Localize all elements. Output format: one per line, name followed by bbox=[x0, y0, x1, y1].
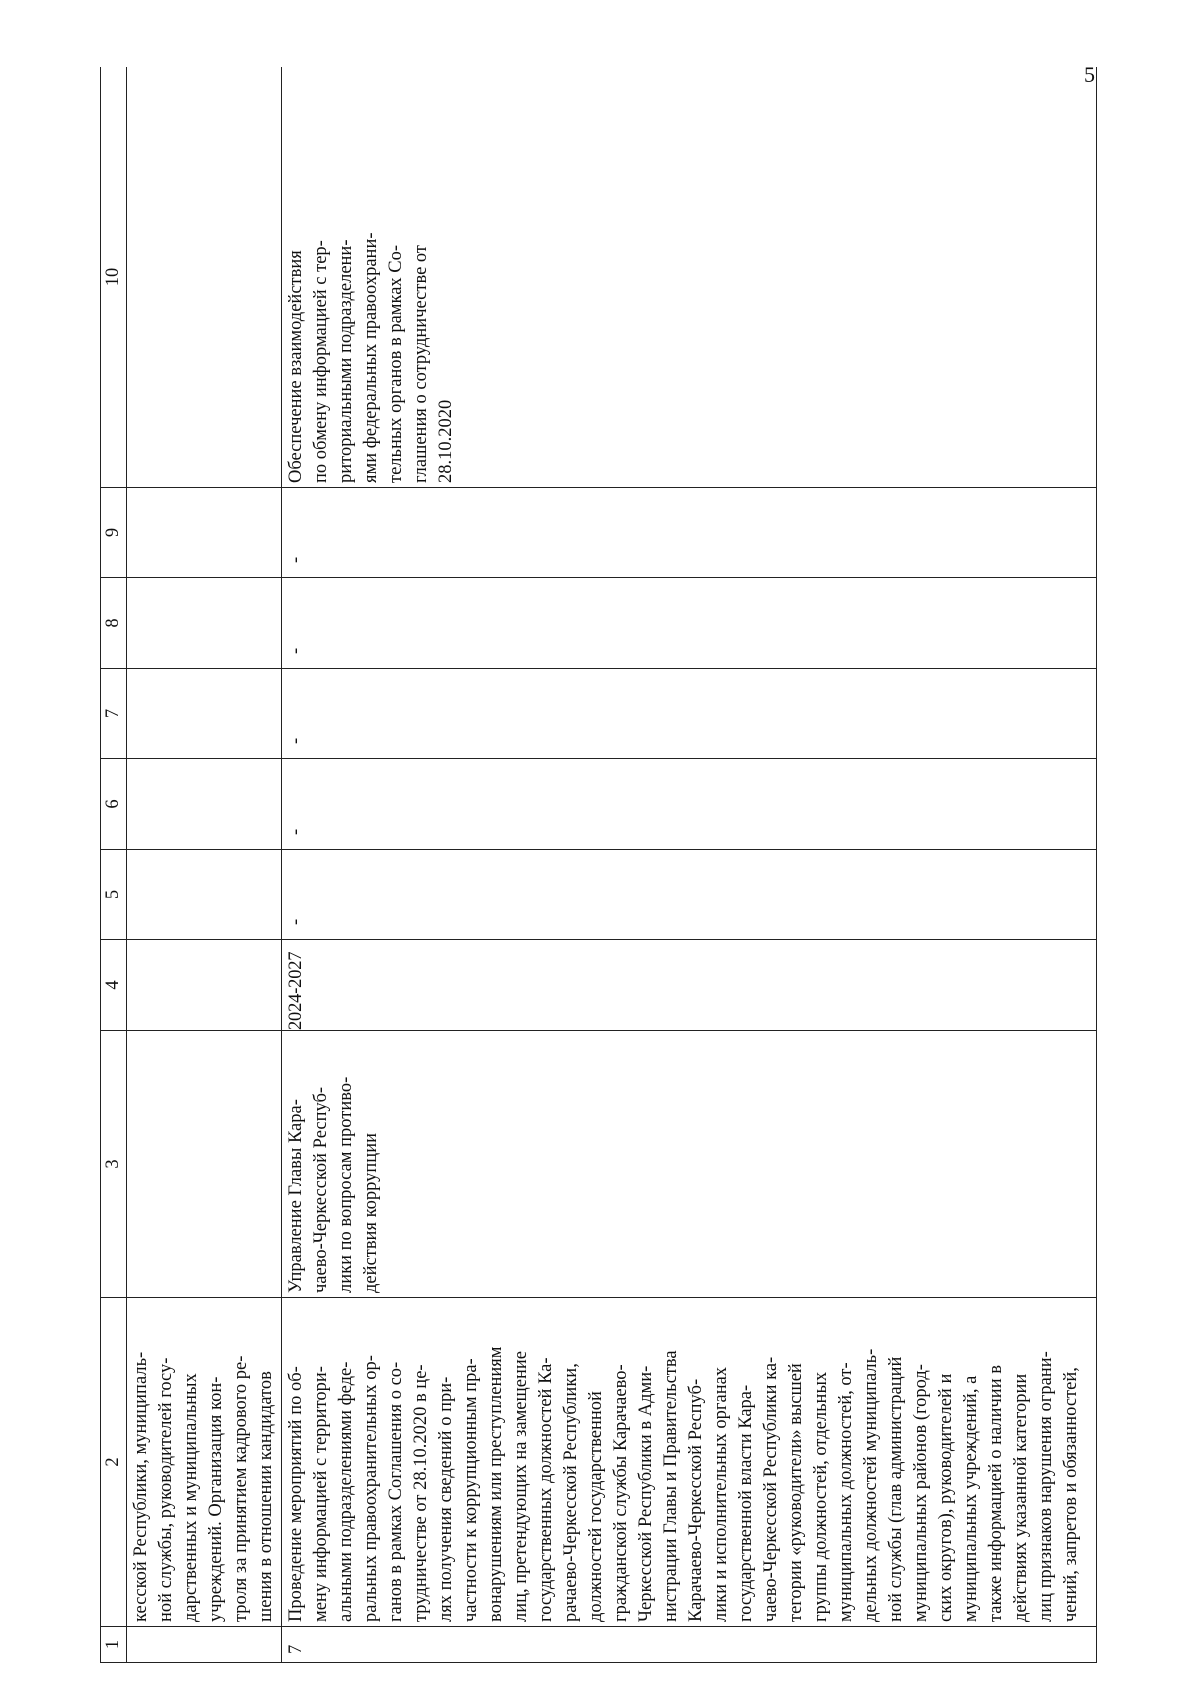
table-row bbox=[127, 67, 282, 1663]
column-header: 1 bbox=[101, 1627, 127, 1663]
column-header: 6 bbox=[101, 759, 127, 850]
implementation-period: 2024-2027 bbox=[282, 940, 1097, 1031]
row-number bbox=[127, 1627, 282, 1663]
measures-table bbox=[100, 67, 1097, 1663]
column-header: 10 bbox=[101, 67, 127, 488]
funding-cell bbox=[127, 850, 282, 940]
column-header: 2 bbox=[101, 1298, 127, 1627]
column-header: 9 bbox=[101, 488, 127, 578]
measure-description: кесской Республики, муниципаль- ной службы, руководителей госу- дарственных и муниципальных учреждений. Организация кон- троля за принятием кадрового ре- шения в отношении кандидатов bbox=[127, 1298, 282, 1627]
page-number: 5 bbox=[1084, 62, 1095, 87]
funding-cell: - bbox=[282, 488, 1097, 578]
measure-description: Проведение мероприятий по об- мену информацией с территори- альными подразделениями феде- ральных правоохранительных ор- ганов в рамках Соглашения о со- трудничестве от 28.10.2020 в це- лях получения сведений о при- частности к коррупционным пра- вонарушениям или преступлениям лиц, претендующих на замещение государственных должностей Ка- рачаево-Черкесской Республики, должностей государственной гражданской службы Карачаево- Черкесской Республики в Адми- нистрации Главы и Правительства Карачаево-Черкесской Респуб- лики и исполнительных органах государственной власти Кара- чаево-Черкесской Республики ка- тегории «руководители» высшей группы должностей, отдельных муниципальных должностей, от- дельных должностей муниципаль- ной службы (глав администраций муниципальных районов (город- ских округов), руководителей и муниципальных учреждений, а также информацией о наличии в действиях указанной категории лиц признаков нарушения ограни- чений, запретов и обязанностей, bbox=[282, 1298, 1097, 1627]
table-viewport bbox=[100, 67, 1123, 1663]
column-header: 4 bbox=[101, 940, 127, 1031]
funding-cell bbox=[127, 578, 282, 669]
expected-result bbox=[127, 67, 282, 488]
funding-cell: - bbox=[282, 759, 1097, 850]
funding-cell bbox=[127, 488, 282, 578]
funding-cell: - bbox=[282, 578, 1097, 669]
implementation-period bbox=[127, 940, 282, 1031]
row-number: 7 bbox=[282, 1627, 1097, 1663]
rotated-table-container bbox=[100, 67, 1123, 1663]
funding-cell bbox=[127, 759, 282, 850]
funding-cell: - bbox=[282, 669, 1097, 759]
column-header: 5 bbox=[101, 850, 127, 940]
funding-cell bbox=[127, 669, 282, 759]
table-row bbox=[282, 67, 1097, 1663]
column-header: 8 bbox=[101, 578, 127, 669]
column-header: 7 bbox=[101, 669, 127, 759]
funding-cell: - bbox=[282, 850, 1097, 940]
column-number-row bbox=[101, 67, 127, 1663]
responsible-executor: Управление Главы Кара- чаево-Черкесской Респуб- лики по вопросам противо- действия коррупции bbox=[282, 1031, 1097, 1298]
expected-result: Обеспечение взаимодействия по обмену информацией с тер- риториальными подразделени- ями федеральных правоохрани- тельных органов в рамках Со- глашения о сотрудничестве от 28.10.2020 bbox=[282, 67, 1097, 488]
responsible-executor bbox=[127, 1031, 282, 1298]
column-header: 3 bbox=[101, 1031, 127, 1298]
